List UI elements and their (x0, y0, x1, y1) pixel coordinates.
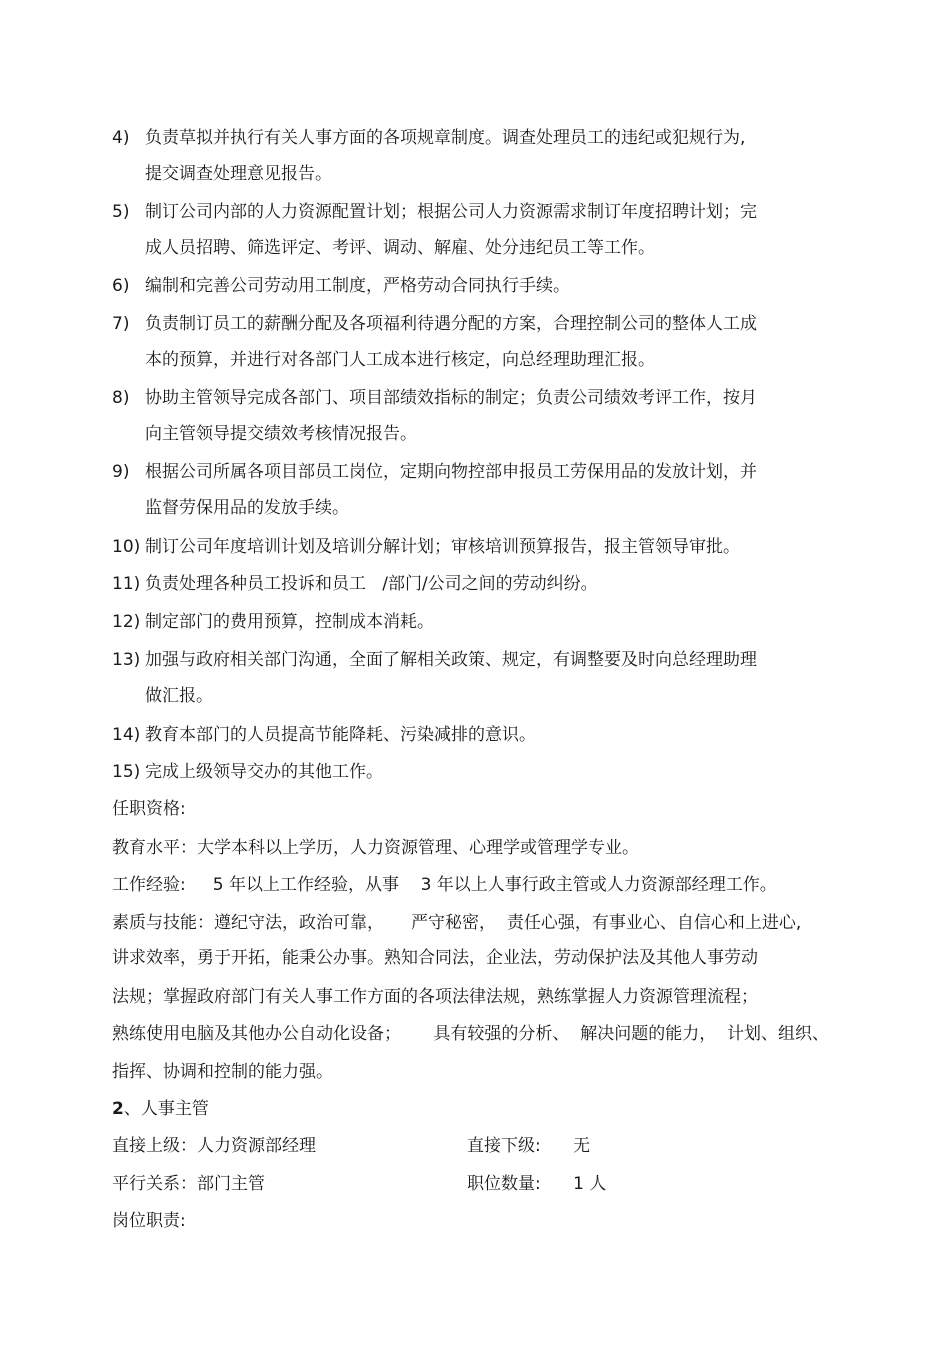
duty-text: 协助主管领导完成各部门、项目部绩效指标的制定；负责公司绩效考评工作，按月 (145, 388, 757, 408)
qualifications-heading: 任职资格: (112, 799, 186, 819)
duty-text: 编制和完善公司劳动用工制度，严格劳动合同执行手续。 (145, 276, 570, 296)
duty-text-continued: 做汇报。 (145, 686, 213, 706)
skills-line: 熟练使用电脑及其他办公自动化设备； 具有较强的分析、 解决问题的能力， 计划、组织、 (112, 1024, 830, 1044)
duty-number: 8) (112, 388, 130, 408)
section-title: 、人事主管 (123, 1099, 209, 1119)
duty-text: 负责制订员工的薪酬分配及各项福利待遇分配的方案，合理控制公司的整体人工成 (145, 314, 757, 334)
job-duties-heading: 岗位职责: (112, 1211, 186, 1231)
parallel-relation: 平行关系：部门主管 (112, 1174, 265, 1194)
duty-text-continued: 向主管领导提交绩效考核情况报告。 (145, 424, 417, 444)
duty-number: 4) (112, 128, 130, 148)
duty-number: 15) (112, 762, 141, 782)
skills-line: 讲求效率，勇于开拓，能秉公办事。熟知合同法，企业法，劳动保护法及其他人事劳动 (112, 948, 758, 968)
duty-text: 完成上级领导交办的其他工作。 (145, 762, 383, 782)
duty-text-continued: 监督劳保用品的发放手续。 (145, 498, 349, 518)
duty-text-continued: 成人员招聘、筛选评定、考评、调动、解雇、处分违纪员工等工作。 (145, 238, 655, 258)
duty-text: 加强与政府相关部门沟通，全面了解相关政策、规定，有调整要及时向总经理助理 (145, 650, 757, 670)
duty-number: 7) (112, 314, 130, 334)
skills-line: 指挥、协调和控制的能力强。 (112, 1062, 333, 1082)
duty-number: 9) (112, 462, 130, 482)
duty-number: 13) (112, 650, 141, 670)
duty-number: 11) (112, 574, 141, 594)
duty-number: 12) (112, 612, 141, 632)
duty-text: 制订公司年度培训计划及培训分解计划；审核培训预算报告，报主管领导审批。 (145, 537, 740, 557)
duty-number: 5) (112, 202, 130, 222)
section-heading (112, 1097, 209, 1121)
duty-text: 制订公司内部的人力资源配置计划；根据公司人力资源需求制订年度招聘计划；完 (145, 202, 757, 222)
education-requirement: 教育水平：大学本科以上学历，人力资源管理、心理学或管理学专业。 (112, 838, 639, 858)
position-count: 职位数量: 1 人 (467, 1174, 607, 1194)
duty-number: 14) (112, 725, 141, 745)
duty-number: 6) (112, 276, 130, 296)
skills-line: 素质与技能：遵纪守法，政治可靠， 严守秘密， 责任心强，有事业心、自信心和上进心, (112, 913, 802, 933)
duty-text: 教育本部门的人员提高节能降耗、污染减排的意识。 (145, 725, 536, 745)
experience-requirement: 工作经验: 5 年以上工作经验，从事 3 年以上人事行政主管或人力资源部经理工作。 (112, 875, 777, 895)
duty-text: 负责处理各种员工投诉和员工 /部门/公司之间的劳动纠纷。 (145, 574, 598, 594)
duty-number: 10) (112, 537, 141, 557)
skills-line: 法规；掌握政府部门有关人事工作方面的各项法律法规，熟练掌握人力资源管理流程； (112, 987, 758, 1007)
direct-superior: 直接上级：人力资源部经理 (112, 1136, 316, 1156)
duty-text: 负责草拟并执行有关人事方面的各项规章制度。调查处理员工的违纪或犯规行为, (145, 128, 746, 148)
section-number: 2 (112, 1099, 124, 1119)
direct-subordinate: 直接下级: 无 (467, 1136, 591, 1156)
duty-text-continued: 提交调查处理意见报告。 (145, 164, 332, 184)
duty-text: 根据公司所属各项目部员工岗位，定期向物控部申报员工劳保用品的发放计划，并 (145, 462, 757, 482)
duty-text: 制定部门的费用预算，控制成本消耗。 (145, 612, 434, 632)
duty-text-continued: 本的预算，并进行对各部门人工成本进行核定，向总经理助理汇报。 (145, 350, 655, 370)
